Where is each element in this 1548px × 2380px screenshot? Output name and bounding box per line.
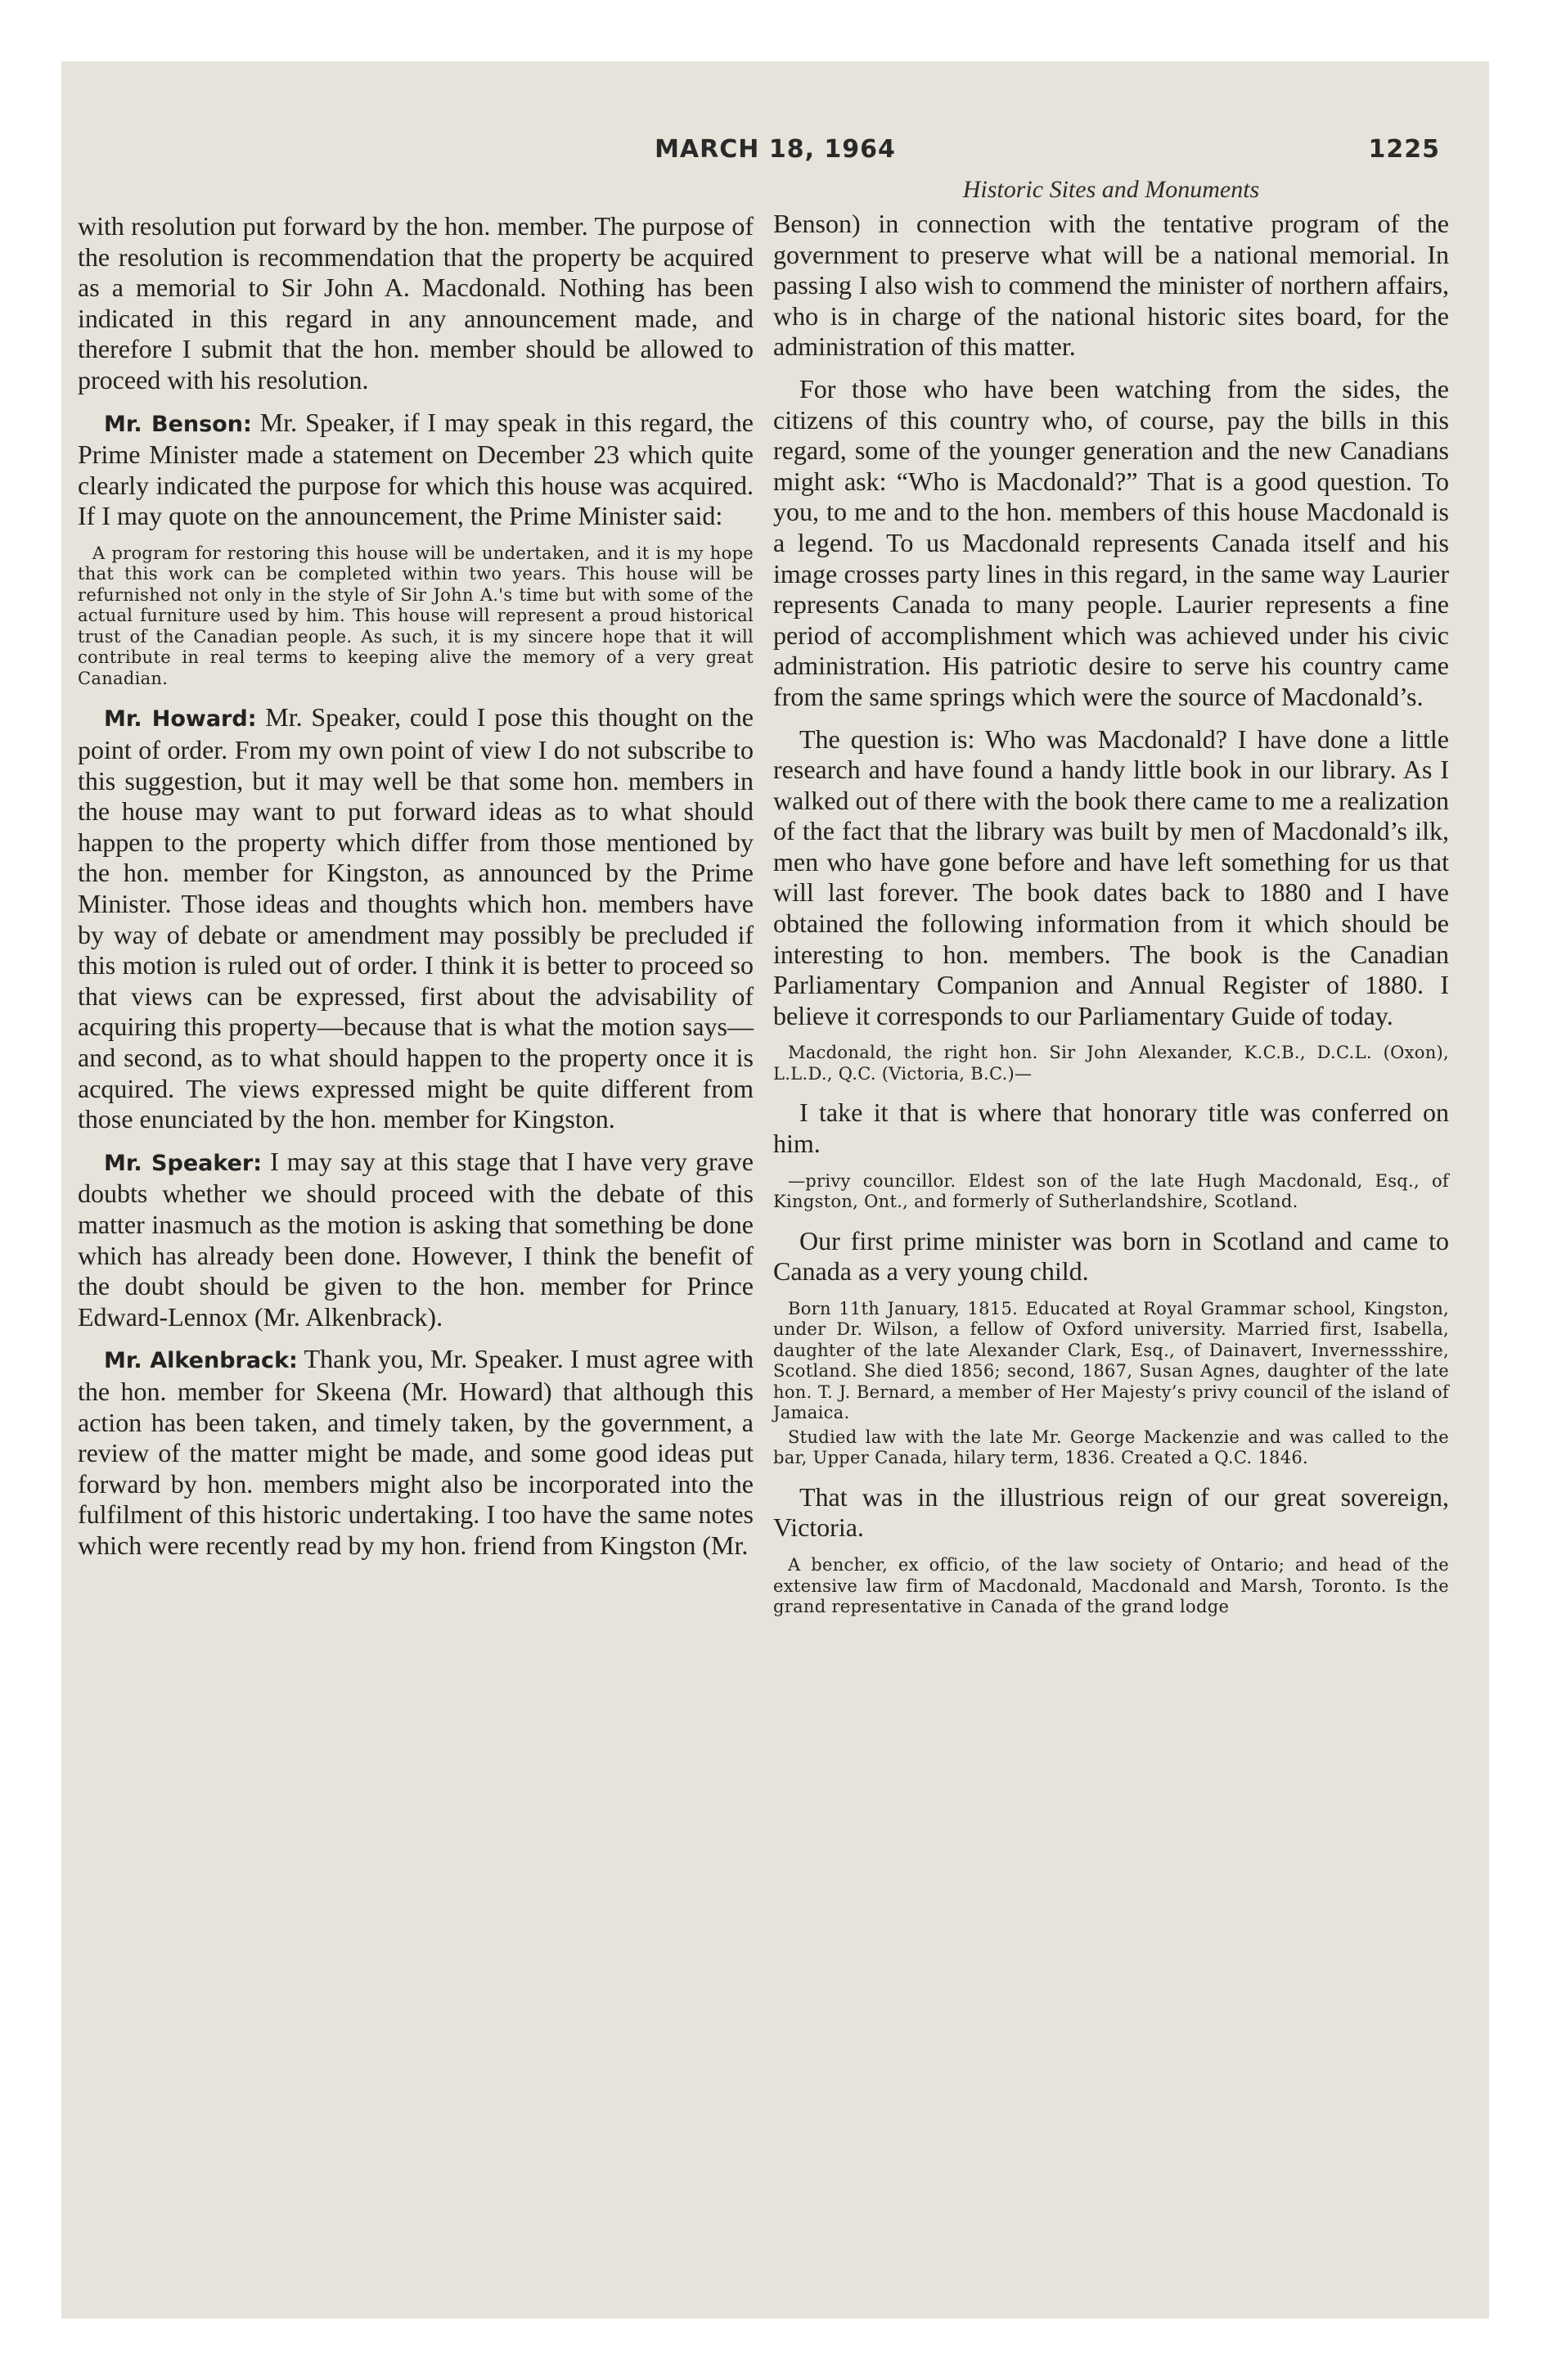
speaker-name: Mr. Howard: (104, 706, 257, 732)
block-quote: Studied law with the late Mr. George Mackenzie and was called to the bar, Upper Canada, hilary term, 1836. Created a Q.C. 1846. (773, 1427, 1449, 1468)
block-quote: —privy councillor. Eldest son of the late Hugh Macdonald, Esq., of Kingston, Ont., and formerly of Sutherlandshire, Scotland. (773, 1170, 1449, 1212)
speaker-name: Mr. Alkenbrack: (104, 1348, 298, 1374)
left-column (78, 211, 754, 1572)
speech-text: Mr. Speaker, if I may speak in this regard, the Prime Minister made a statement on December 23 which quite clearly indicated the purpose for which this house was acquired. If I may quote on the announcement, the Prime Minister said: (78, 407, 754, 531)
block-quote: Macdonald, the right hon. Sir John Alexander, K.C.B., D.C.L. (Oxon), L.L.D., Q.C. (Victoria, B.C.)— (773, 1043, 1449, 1084)
right-column (773, 176, 1449, 1631)
speaker-name: Mr. Speaker: (104, 1150, 263, 1176)
speech-howard (78, 702, 754, 1134)
speech-text: I may say at this stage that I have very grave doubts whether we should proceed with the debate of this matter inasmuch as the motion is asking that something be done which has already been done. However, I think the benefit of the doubt should be given to the hon. member for Prince Edward-Lennox (Mr. Alkenbrack). (78, 1146, 754, 1332)
page-number: 1225 (1368, 135, 1440, 164)
speech-text: Thank you, Mr. Speaker. I must agree with the hon. member for Skeena (Mr. Howard) that although this action has been taken, and timely taken, by the government, a review of the matter might be made, and some good ideas put forward by hon. members might also be incorporated into the fulfilment of this historic undertaking. I too have the same notes which were recently read by my hon. friend from Kingston (Mr. (78, 1344, 754, 1560)
speech-text: Mr. Speaker, could I pose this thought on the point of order. From my own point of view I do not subscribe to this suggestion, but it may well be that some hon. members in the house may want to put forward ideas as to what should happen to the property which differ from those mentioned by the hon. member for Kingston, as announced by the Prime Minister. Those ideas and thoughts which hon. members have by way of debate or amendment may possibly be precluded if this motion is ruled out of order. I think it is better to proceed so that views can be expressed, first about the advisability of acquiring this property—because that is what the motion says—and second, as to what should happen to the property once it is acquired. The views expressed might be quite different from those enunciated by the hon. member for Kingston. (78, 702, 754, 1134)
paragraph: That was in the illustrious reign of our great sovereign, Victoria. (773, 1481, 1449, 1543)
page-scan (61, 61, 1489, 2319)
block-quote: Born 11th January, 1815. Educated at Royal Grammar school, Kingston, under Dr. Wilson, a fellow of Oxford university. Married first, Isabella, daughter of the late Alexander Clark, Esq., of Dainavert, Invernessshire, Scotland. She died 1856; second, 1867, Susan Agnes, daughter of the late hon. T. J. Bernard, a member of Her Majesty’s privy council of the island of Jamaica. (773, 1298, 1449, 1423)
paragraph: Our first prime minister was born in Scotland and came to Canada as a very young child. (773, 1225, 1449, 1287)
speech-benson (78, 408, 754, 532)
header-date: MARCH 18, 1964 (655, 135, 896, 164)
paragraph: with resolution put forward by the hon. member. The purpose of the resolution is recommendation that the property be acquired as a memorial to Sir John A. Macdonald. Nothing has been indicated in this regard in any announcement made, and therefore I submit that the hon. member should be allowed to proceed with his resolution. (78, 211, 754, 394)
paragraph: Benson) in connection with the tentative program of the government to preserve what will be a national memorial. In passing I also wish to commend the minister of northern affairs, who is in charge of the national historic sites board, for the administration of this matter. (773, 209, 1449, 362)
paragraph: For those who have been watching from the sides, the citizens of this country who, of course, pay the bills in this regard, some of the younger generation and the new Canadians might ask: “Who is Macdonald?” That is a good question. To you, to me and to the hon. members of this house Macdonald is a legend. To us Macdonald represents Canada itself and his image crosses party lines in this regard, in the same way Laurier represents Canada to many people. Laurier represents a fine period of accomplishment which was achieved under his civic administration. His patriotic desire to serve his country came from the same springs which were the source of Macdonald’s. (773, 373, 1449, 711)
block-quote: A program for restoring this house will be undertaken, and it is my hope that this work can be completed within two years. This house will be refurnished not only in the style of Sir John A.'s time but with some of the actual furniture used by him. This house will represent a proud historical trust of the Canadian people. As such, it is my sincere hope that it will contribute in real terms to keeping alive the memory of a very great Canadian. (78, 543, 754, 688)
speech-alkenbrack (78, 1344, 754, 1561)
paragraph: The question is: Who was Macdonald? I have done a little research and have found a handy little book in our library. As I walked out of there with the book there came to me a realization of the fact that the library was built by men of Macdonald’s ilk, men who have gone before and have left something for us that will last forever. The book dates back to 1880 and I have obtained the following information from it which should be interesting to hon. members. The book is the Canadian Parliamentary Companion and Annual Register of 1880. I believe it corresponds to our Parliamentary Guide of today. (773, 723, 1449, 1030)
speaker-name: Mr. Benson: (104, 411, 252, 437)
page-header (61, 135, 1489, 176)
block-quote: A bencher, ex officio, of the law society of Ontario; and head of the extensive law firm of Macdonald, Macdonald and Marsh, Toronto. Is the grand representative in Canada of the grand lodge (773, 1555, 1449, 1616)
section-subtitle: Historic Sites and Monuments (962, 176, 1260, 203)
paragraph: I take it that is where that honorary title was conferred on him. (773, 1098, 1449, 1159)
speech-speaker (78, 1147, 754, 1333)
